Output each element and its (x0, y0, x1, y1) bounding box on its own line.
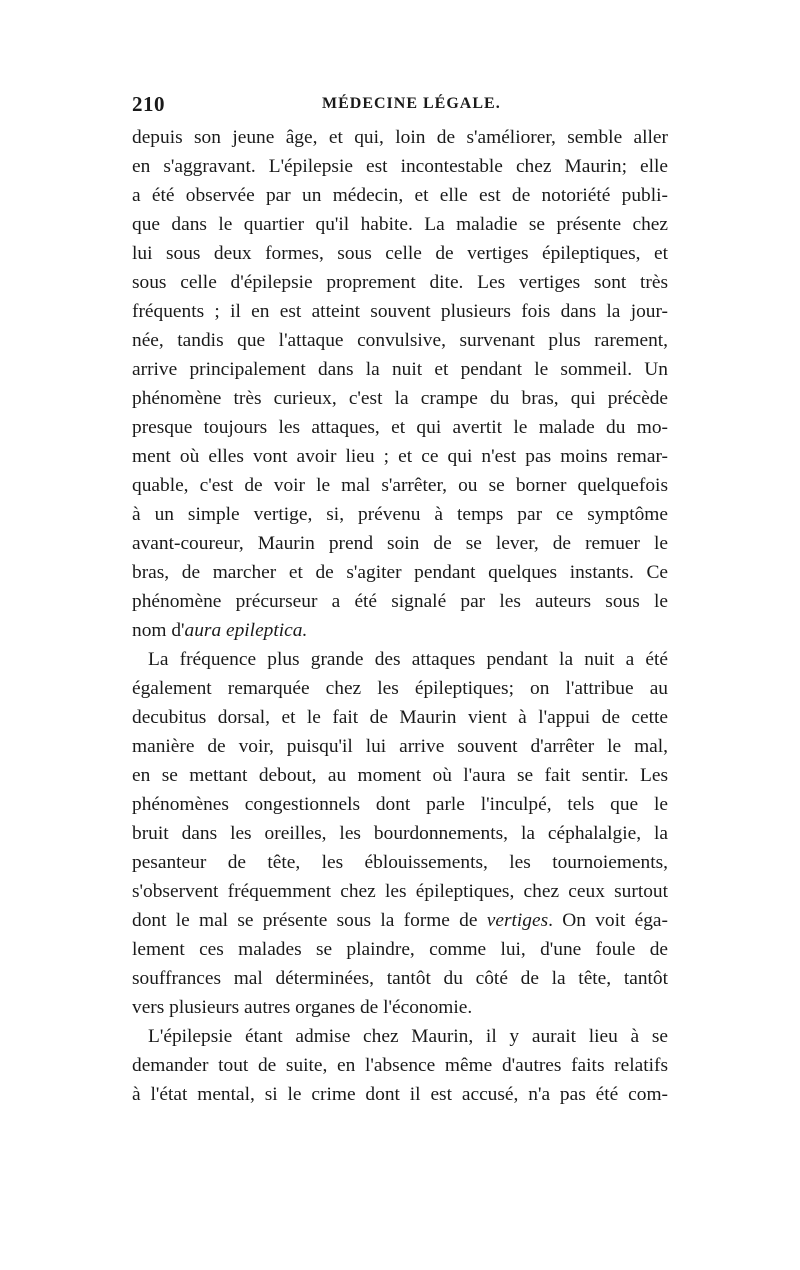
text-line: souffrances mal déterminées, tantôt du côté de la tête, tantôt (132, 968, 668, 989)
text-line: decubitus dorsal, et le fait de Maurin vient à l'appui de cette (132, 707, 668, 728)
text-line: avant-coureur, Maurin prend soin de se lever, de remuer le (132, 533, 668, 554)
text-line: bruit dans les oreilles, les bourdonnements, la céphalalgie, la (132, 823, 668, 844)
text-line: en s'aggravant. L'épilepsie est incontestable chez Maurin; elle (132, 156, 668, 177)
text-line: lui sous deux formes, sous celle de vertiges épileptiques, et (132, 243, 668, 264)
text-line: phénomène précurseur a été signalé par les auteurs sous le (132, 591, 668, 612)
text-line: presque toujours les attaques, et qui avertit le malade du mo- (132, 417, 668, 438)
text-line: La fréquence plus grande des attaques pendant la nuit a été (148, 649, 668, 670)
text-line: demander tout de suite, en l'absence même d'autres faits relatifs (132, 1055, 668, 1076)
text-fragment: nom d' (132, 620, 185, 641)
running-head (132, 92, 672, 120)
text-line: L'épilepsie étant admise chez Maurin, il y aurait lieu à se (148, 1026, 668, 1047)
text-line: lement ces malades se plaindre, comme lui, d'une foule de (132, 939, 668, 960)
italic-term: vertiges (486, 910, 549, 931)
paragraph-1 (132, 123, 668, 645)
text-line (132, 616, 668, 645)
text-line: à un simple vertige, si, prévenu à temps par ce symptôme (132, 504, 668, 525)
italic-term: aura epileptica. (184, 620, 308, 641)
text-line: bras, de marcher et de s'agiter pendant quelques instants. Ce (132, 562, 668, 583)
body-text (132, 123, 668, 1109)
text-line: manière de voir, puisqu'il lui arrive souvent d'arrêter le mal, (132, 736, 668, 757)
paragraph-2 (132, 645, 668, 1022)
text-line: a été observée par un médecin, et elle est de notoriété publi- (132, 185, 668, 206)
text-line: phénomènes congestionnels dont parle l'inculpé, tels que le (132, 794, 668, 815)
text-line: ment où elles vont avoir lieu ; et ce qui n'est pas moins remar- (132, 446, 668, 467)
text-line: s'observent fréquemment chez les épileptiques, chez ceux surtout (132, 881, 668, 902)
text-line: quable, c'est de voir le mal s'arrêter, ou se borner quelquefois (132, 475, 668, 496)
text-line: pesanteur de tête, les éblouissements, les tournoiements, (132, 852, 668, 873)
text-line: en se mettant debout, au moment où l'aura se fait sentir. Les (132, 765, 668, 786)
text-fragment: . On voit éga- (548, 910, 668, 931)
text-line (132, 906, 668, 935)
text-line: que dans le quartier qu'il habite. La maladie se présente chez (132, 214, 668, 235)
text-line: phénomène très curieux, c'est la crampe du bras, qui précède (132, 388, 668, 409)
text-line: fréquents ; il en est atteint souvent plusieurs fois dans la jour- (132, 301, 668, 322)
running-title: MÉDECINE LÉGALE. (322, 95, 501, 112)
paragraph-3 (132, 1022, 668, 1109)
text-line: née, tandis que l'attaque convulsive, survenant plus rarement, (132, 330, 668, 351)
text-line: également remarquée chez les épileptiques; on l'attribue au (132, 678, 668, 699)
text-line: à l'état mental, si le crime dont il est accusé, n'a pas été com- (132, 1084, 668, 1105)
text-line: vers plusieurs autres organes de l'économie. (132, 997, 473, 1018)
text-line: sous celle d'épilepsie proprement dite. Les vertiges sont très (132, 272, 668, 293)
text-fragment: dont le mal se présente sous la forme de (132, 910, 487, 931)
page-number: 210 (132, 92, 165, 116)
text-line: arrive principalement dans la nuit et pendant le sommeil. Un (132, 359, 668, 380)
text-line: depuis son jeune âge, et qui, loin de s'améliorer, semble aller (132, 127, 668, 148)
